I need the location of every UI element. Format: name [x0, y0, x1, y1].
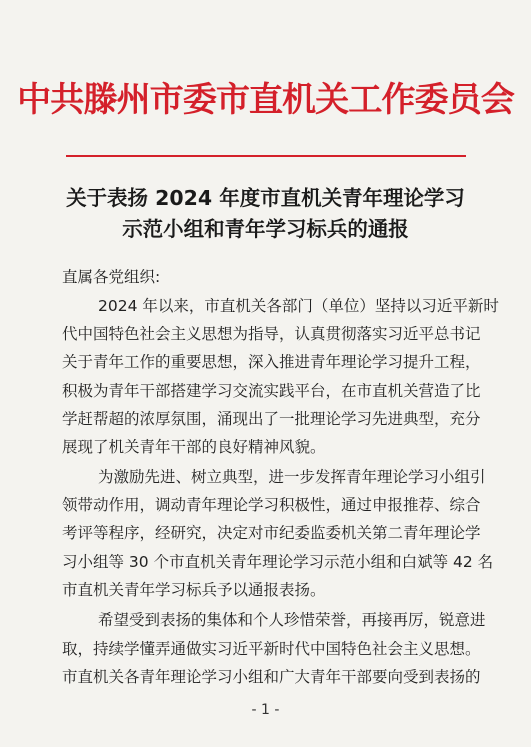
page-number: - 1 - [251, 702, 280, 718]
paragraph-3-line-1: 希望受到表扬的集体和个人珍惜荣誉，再接再厉，锐意进 [98, 611, 486, 629]
paragraph-3-line-2: 取，持续学懂弄通做实习近平新时代中国特色社会主义思想。 [62, 640, 481, 658]
salutation: 直属各党组织: [62, 268, 161, 286]
paragraph-1-line-3: 关于青年工作的重要思想，深入推进青年理论学习提升工程， [62, 353, 481, 371]
paragraph-1-line-4: 积极为青年干部搭建学习交流实践平台，在市直机关营造了比 [62, 382, 481, 400]
red-separator-line [66, 155, 466, 157]
paragraph-3-line-3: 市直机关各青年理论学习小组和广大青年干部要向受到表扬的 [62, 668, 481, 686]
document-title-line-1: 关于表扬 2024 年度市直机关青年理论学习 [66, 186, 465, 210]
document-title-line-2: 示范小组和青年学习标兵的通报 [122, 217, 409, 241]
paragraph-2-line-3: 考评等程序，经研究，决定对市纪委监委机关第二青年理论学 [62, 524, 481, 542]
paragraph-2-line-5: 市直机关青年学习标兵予以通报表扬。 [62, 581, 326, 599]
paragraph-1-line-5: 学赶帮超的浓厚氛围，涌现出了一批理论学习先进典型，充分 [62, 410, 481, 428]
paragraph-1-line-6: 展现了机关青年干部的良好精神风貌。 [62, 438, 326, 456]
paragraph-2-line-2: 领带动作用，调动青年理论学习积极性，通过申报推荐、综合 [62, 496, 481, 514]
paragraph-2-line-1: 为激励先进、树立典型，进一步发挥青年理论学习小组引 [98, 468, 486, 486]
paragraph-2-line-4: 习小组等 30 个市直机关青年理论学习示范小组和白斌等 42 名 [62, 553, 494, 571]
issuing-organization-header: 中共滕州市委市直机关工作委员会 [17, 80, 514, 120]
paragraph-1-line-1: 2024 年以来，市直机关各部门（单位）坚持以习近平新时 [98, 297, 499, 315]
paragraph-1-line-2: 代中国特色社会主义思想为指导，认真贯彻落实习近平总书记 [62, 325, 481, 343]
